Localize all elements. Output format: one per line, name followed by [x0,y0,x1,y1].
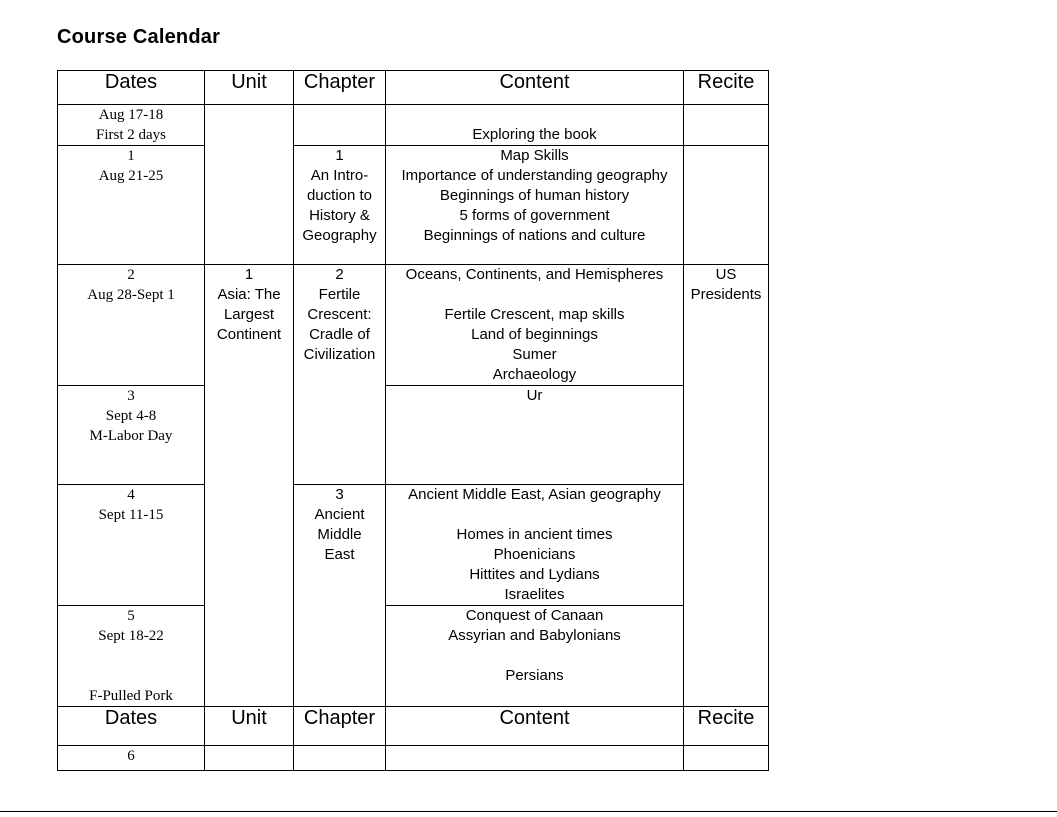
chapter-line: History & [309,207,370,224]
unit-number: 1 [244,266,254,283]
cell-recite [684,265,769,707]
page-bottom-divider [0,811,1057,812]
column-header-unit: Unit [205,71,294,105]
content-line: 5 forms of government [459,207,610,224]
unit-line: Asia: The [217,286,281,303]
cell-content [386,265,684,386]
table-row [58,105,769,146]
column-header-dates: Dates [58,707,205,746]
content-line: Hittites and Lydians [469,566,600,583]
content-line: Importance of understanding geography [401,167,668,184]
cell-chapter [294,746,386,771]
content-line: Israelites [504,586,565,603]
week-number: 6 [127,748,135,764]
date-line: Sept 4-8 [105,408,157,424]
content-line: Exploring the book [472,126,597,143]
content-line: Oceans, Continents, and Hemispheres [405,266,664,283]
table-header-row [58,71,769,105]
content-line: Persians [505,667,564,684]
chapter-line: Geography [302,227,377,244]
cell-dates [58,386,205,485]
cell-dates [58,105,205,146]
recite-line: Presidents [690,286,762,303]
course-calendar-table [57,70,769,771]
cell-dates [58,485,205,606]
cell-recite [684,746,769,771]
cell-unit [205,746,294,771]
cell-content [386,105,684,146]
content-line: Land of beginnings [471,326,598,343]
content-spacer [386,505,683,525]
table-row [58,386,769,485]
chapter-number: 3 [335,486,344,503]
content-line: Sumer [512,346,557,363]
date-spacer [58,646,204,666]
date-note: M-Labor Day [89,428,173,444]
content-line: Ur [526,387,543,404]
chapter-line: Ancient [314,506,365,523]
cell-content [386,746,684,771]
date-spacer [58,666,204,686]
unit-line: Continent [216,326,282,343]
table-row [58,146,769,265]
table-row [58,485,769,606]
week-number: 4 [127,487,135,503]
cell-dates [58,746,205,771]
date-line: Aug 17-18 [98,107,164,123]
content-line: Fertile Crescent, map skills [444,306,625,323]
table-row [58,265,769,386]
content-line: Assyrian and Babylonians [448,627,621,644]
cell-recite [684,146,769,265]
cell-unit [205,105,294,265]
content-line: Conquest of Canaan [465,607,604,624]
chapter-number: 2 [335,266,344,283]
week-number: 1 [127,148,135,164]
date-line: Aug 28-Sept 1 [87,287,175,303]
chapter-line: Civilization [303,346,376,363]
content-line: Beginnings of human history [439,187,630,204]
content-line: Map Skills [500,147,569,164]
content-line: Archaeology [492,366,577,383]
cell-chapter [294,146,386,265]
date-line: Sept 11-15 [98,507,164,523]
chapter-line: Fertile [318,286,361,303]
recite-line: US [715,266,737,283]
column-header-chapter: Chapter [294,71,386,105]
week-number: 2 [127,267,135,283]
cell-unit [205,265,294,707]
date-note: F-Pulled Pork [89,688,173,704]
chapter-line: East [324,546,355,563]
content-line: Phoenicians [493,546,576,563]
column-header-content: Content [386,707,684,746]
table-header-row-repeat [58,707,769,746]
cell-chapter [294,265,386,485]
week-number: 5 [127,608,135,624]
cell-dates [58,265,205,386]
chapter-line: An Intro- [310,167,369,184]
cell-content [386,606,684,707]
chapter-line: Middle [317,526,362,543]
table-row [58,606,769,707]
column-header-recite: Recite [684,707,769,746]
cell-recite [684,105,769,146]
chapter-line: Cradle of [309,326,370,343]
content-line: Homes in ancient times [456,526,613,543]
cell-dates [58,606,205,707]
unit-line: Largest [223,306,275,323]
cell-chapter [294,485,386,707]
content-line: Beginnings of nations and culture [423,227,646,244]
chapter-line: duction to [306,187,373,204]
date-line: Aug 21-25 [98,168,164,184]
column-header-dates: Dates [58,71,205,105]
content-spacer [386,646,683,666]
column-header-unit: Unit [205,707,294,746]
column-header-recite: Recite [684,71,769,105]
cell-chapter [294,105,386,146]
column-header-chapter: Chapter [294,707,386,746]
content-spacer [386,105,683,125]
column-header-content: Content [386,71,684,105]
cell-content [386,146,684,265]
course-calendar-table-wrapper [57,70,768,771]
date-line: Sept 18-22 [98,628,164,644]
page-title: Course Calendar [57,26,221,48]
cell-content [386,485,684,606]
week-number: 3 [127,388,135,404]
date-line: First 2 days [95,127,166,143]
cell-content [386,386,684,485]
cell-dates [58,146,205,265]
content-spacer [386,285,683,305]
chapter-line: Crescent: [307,306,372,323]
content-line: Ancient Middle East, Asian geography [408,486,661,503]
table-row [58,746,769,771]
chapter-number: 1 [335,147,344,164]
